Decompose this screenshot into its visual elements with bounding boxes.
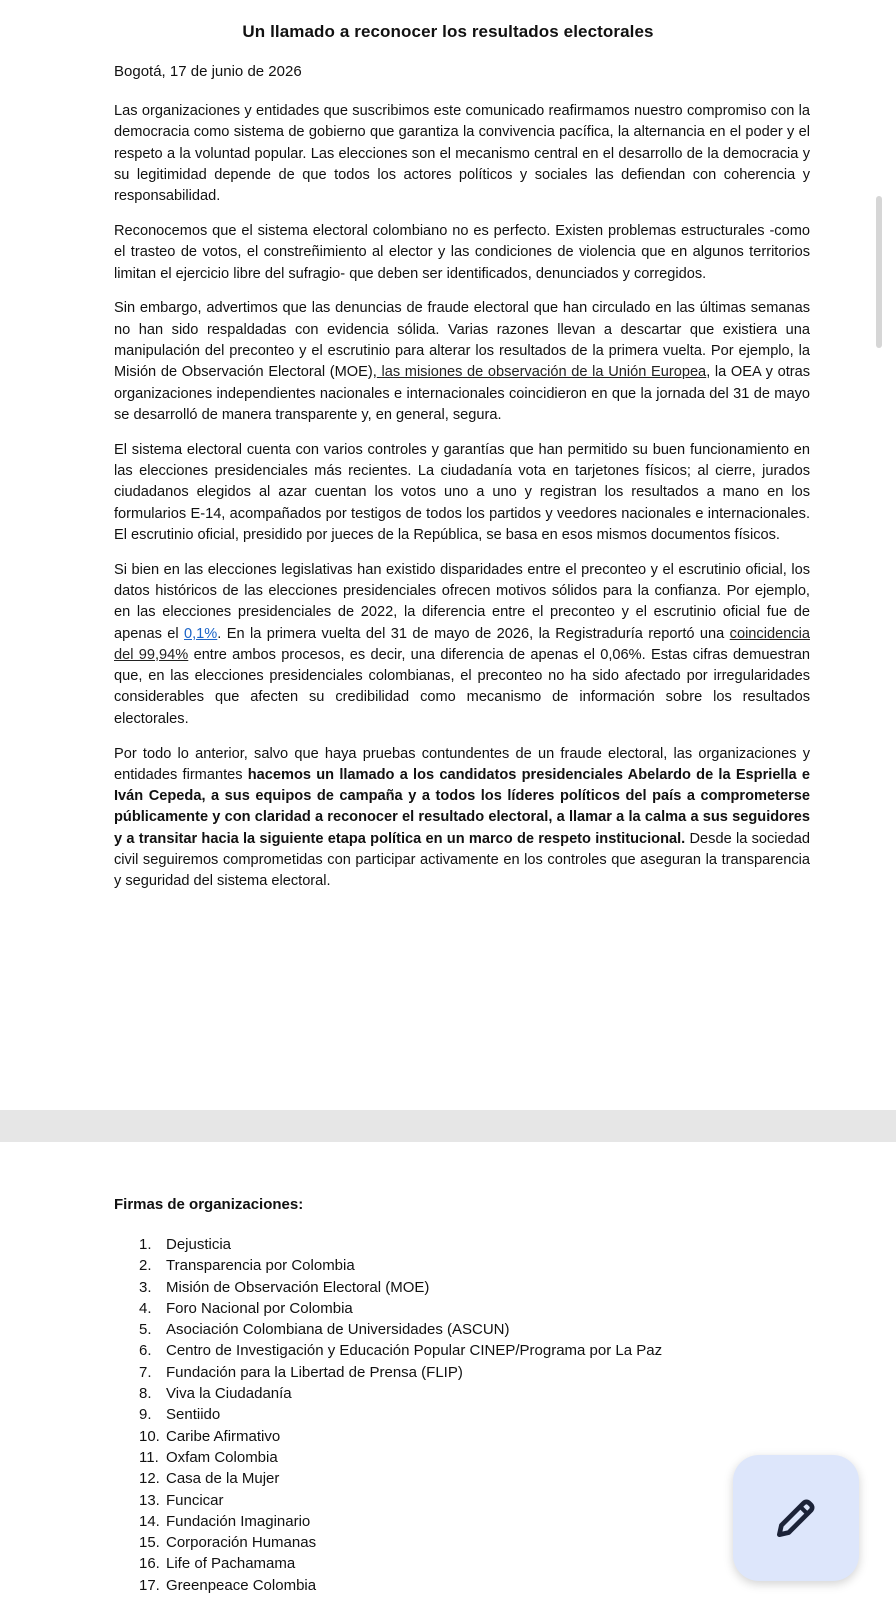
list-item-number: 1. — [139, 1236, 152, 1253]
list-item-name: Transparencia por Colombia — [166, 1257, 355, 1275]
list-item-name: Greenpeace Colombia — [166, 1576, 317, 1594]
signatures-list — [139, 1234, 662, 1596]
list-item — [139, 1277, 662, 1298]
list-item — [139, 1404, 662, 1425]
list-item-number: 14. — [139, 1512, 160, 1530]
list-item — [139, 1319, 662, 1340]
list-item — [139, 1553, 662, 1574]
paragraph-5-text-a: Si bien en las elecciones legislativas han existido disparidades entre el preconteo y el escrutinio oficial, los datos históricos de las elecciones presidenciales ofrecen motivos sólidos para la confianza. Por ejemplo, en las elecciones presidenciales de 2022, la diferencia entre el preconteo y el escrutinio oficial fue de apenas el — [114, 561, 810, 642]
list-item-name: Dejusticia — [166, 1236, 232, 1253]
list-item — [139, 1575, 662, 1596]
document-body — [114, 101, 810, 906]
list-item-name: Sentiido — [166, 1406, 221, 1424]
list-item-number: 7. — [139, 1363, 152, 1381]
edit-button[interactable] — [733, 1455, 859, 1581]
signatures-title: Firmas de organizaciones: — [114, 1196, 304, 1213]
paragraph-5 — [114, 560, 810, 730]
list-item-name: Fundación Imaginario — [166, 1512, 311, 1530]
paragraph-3 — [114, 298, 810, 426]
list-item — [139, 1234, 662, 1255]
paragraph-1: Las organizaciones y entidades que suscribimos este comunicado reafirmamos nuestro compromiso con la democracia como sistema de gobierno que garantiza la convivencia pacífica, la alternancia en el poder y el respeto a la voluntad popular. Las elecciones son el mecanismo central en el desarrollo de la democracia y su legitimidad depende de que todos los actores políticos y sociales las defiendan con coherencia y responsabilidad. — [114, 103, 810, 205]
list-item-number: 16. — [139, 1555, 160, 1573]
list-item-number: 17. — [139, 1576, 160, 1594]
list-item-name: Funcicar — [166, 1491, 224, 1509]
list-item-name: Caribe Afirmativo — [166, 1427, 281, 1445]
list-item-number: 10. — [139, 1427, 160, 1445]
scrollbar-thumb[interactable] — [876, 196, 882, 348]
list-item — [139, 1362, 662, 1383]
list-item — [139, 1255, 662, 1276]
paragraph-6-text-a: Por todo lo anterior, salvo que haya pruebas contundentes de un fraude electoral, las organizaciones y entidades firmantes — [114, 745, 810, 783]
list-item-name: Oxfam Colombia — [166, 1448, 278, 1466]
list-item — [139, 1490, 662, 1511]
date-line: Bogotá, 17 de junio de 2026 — [114, 63, 302, 80]
list-item-name: Fundación para la Libertad de Prensa (FLIP) — [166, 1363, 463, 1381]
list-item-name: Asociación Colombiana de Universidades (ASCUN) — [166, 1321, 510, 1339]
paragraph-6-bold-call: hacemos un llamado a los candidatos presidenciales Abelardo de la Espriella e Iván Cepeda, a sus equipos de campaña y a todos los líderes políticos del país a comprometerse públicamente y con claridad a reconocer el resultado electoral, a llamar a la calma a sus seguidores y a transitar hacia la siguiente etapa política en un marco de respeto institucional. — [114, 766, 810, 847]
paragraph-4: El sistema electoral cuenta con varios controles y garantías que han permitido su buen funcionamiento en las elecciones presidenciales más recientes. La ciudadanía vota en tarjetones físicos; al cierre, jurados ciudadanos elegidos al azar cuentan los votos uno a uno y registran los resultados a mano en los formularios E-14, acompañados por testigos de todos los partidos y veedores nacionales e internacionales. El escrutinio oficial, presidido por jueces de la República, se basa en esos mismos documentos físicos. — [114, 441, 810, 543]
list-item-name: Foro Nacional por Colombia — [166, 1299, 353, 1317]
paragraph-3-text-b: , la OEA y otras organizaciones independientes nacionales e internacionales coincidieron en que la jornada del 31 de mayo se desarrolló de manera transparente y, en general, segura. — [114, 364, 811, 423]
list-item — [139, 1532, 662, 1553]
list-item-number: 5. — [139, 1321, 152, 1339]
list-item-name: Casa de la Mujer — [166, 1470, 280, 1488]
list-item — [139, 1511, 662, 1532]
list-item-number: 6. — [139, 1342, 152, 1360]
list-item — [139, 1447, 662, 1468]
list-item — [139, 1468, 662, 1489]
list-item-name: Centro de Investigación y Educación Popular CINEP/Programa por La Paz — [166, 1342, 663, 1360]
paragraph-5-text-b: . En la primera vuelta del 31 de mayo de 2026, la Registraduría reportó una — [217, 625, 730, 642]
paragraph-5-text-c: entre ambos procesos, es decir, una diferencia de apenas el 0,06%. Estas cifras demuestran que, en las elecciones presidenciales colombianas, el preconteo no ha sido afectado por irregularidades considerables que afecten su credibilidad como mecanismo de información sobre los resultados electorales. — [114, 646, 811, 727]
list-item — [139, 1340, 662, 1361]
list-item-number: 13. — [139, 1491, 160, 1509]
list-item-number: 15. — [139, 1534, 160, 1552]
paragraph-6 — [114, 744, 810, 893]
percent-difference-link[interactable]: 0,1% — [184, 625, 218, 642]
list-item-name: Corporación Humanas — [166, 1534, 317, 1552]
list-item-name: Misión de Observación Electoral (MOE) — [166, 1278, 430, 1296]
list-item-name: Life of Pachamama — [166, 1555, 296, 1573]
list-item-number: 8. — [139, 1385, 152, 1403]
list-item-name: Viva la Ciudadanía — [166, 1385, 292, 1403]
paragraph-6-text-b: Desde la sociedad civil seguiremos comprometidas con participar activamente en los controles que aseguran la transparencia y seguridad del sistema electoral. — [114, 830, 810, 890]
coincidence-link[interactable]: coincidencia del 99,94% — [114, 625, 810, 663]
list-item-number: 3. — [139, 1278, 152, 1296]
paragraph-2: Reconocemos que el sistema electoral colombiano no es perfecto. Existen problemas estructurales -como el trasteo de votos, el constreñimiento al elector y las condiciones de violencia que en algunos territorios limitan el ejercicio libre del sufragio- que deben ser identificados, denunciados y corregidos. — [114, 222, 810, 282]
list-item — [139, 1426, 662, 1447]
list-item-number: 9. — [139, 1406, 152, 1424]
paragraph-3-text-a: Sin embargo, advertimos que las denuncias de fraude electoral que han circulado en las últimas semanas no han sido respaldadas con evidencia sólida. Varias razones llevan a descartar que existiera una manipulación del preconteo y el escrutinio para alterar los resultados de la primera vuelta. Por ejemplo, la Misión de Observación Electoral (MOE), — [114, 300, 810, 381]
list-item-number: 2. — [139, 1257, 152, 1275]
list-item — [139, 1298, 662, 1319]
list-item-number: 11. — [139, 1448, 159, 1466]
eu-missions-link[interactable]: las misiones de observación de la Unión Europea — [376, 364, 707, 381]
list-item — [139, 1383, 662, 1404]
list-item-number: 12. — [139, 1470, 160, 1488]
page-divider — [0, 1110, 896, 1142]
list-item-number: 4. — [139, 1299, 152, 1317]
document-title: Un llamado a reconocer los resultados electorales — [242, 22, 654, 41]
pencil-icon — [771, 1493, 821, 1543]
